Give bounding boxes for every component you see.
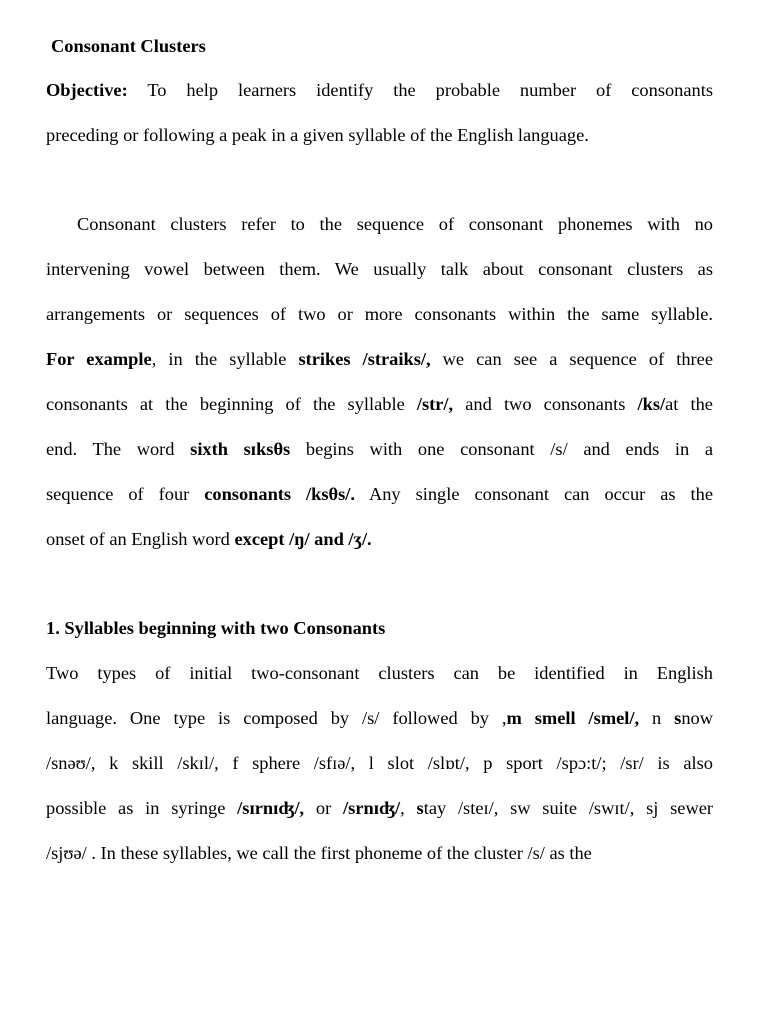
para1-text-7a: sequence of four: [46, 484, 205, 504]
for-example-label: For example: [46, 349, 152, 369]
para1-line-1: [77, 212, 713, 236]
objective-line-2: [46, 123, 713, 147]
para1-text-4b: we can see a sequence of three: [430, 349, 714, 369]
objective-label: Objective:: [46, 80, 128, 100]
section-text-4d: tay /steɪ/, sw suite /swɪt/, sj sewer: [423, 798, 714, 818]
objective-line-1: [46, 78, 713, 102]
section-text-2a: language. One type is composed by /s/ followed by ,: [46, 708, 507, 728]
para1-text-7b: Any single consonant can occur as the: [355, 484, 713, 504]
section-text-5: /sjʊə/ . In these syllables, we call the first phoneme of the cluster /s/ as the: [46, 843, 592, 863]
syringe-transcription-1: /sɪrnɪʤ/,: [237, 798, 305, 818]
section-line-5: [46, 841, 713, 865]
section-heading: [46, 616, 713, 640]
ksths-cluster: consonants /ksθs/.: [204, 484, 356, 504]
para1-text-6b: begins with one consonant /s/ and ends in a: [290, 439, 714, 459]
para1-line-2: [46, 257, 713, 281]
str-cluster: /str/,: [416, 394, 454, 414]
para1-line-8: [46, 527, 713, 551]
section-text-3: /snəʊ/, k skill /skɪl/, f sphere /sfɪə/, l slot /slɒt/, p sport /spɔ:t/; /sr/ is also: [46, 753, 713, 773]
para1-text-5a: consonants at the beginning of the syllable: [46, 394, 417, 414]
para1-line-3: [46, 302, 713, 326]
para1-text-5b: and two consonants: [453, 394, 638, 414]
strikes-example: strikes /straiks/,: [298, 349, 431, 369]
para1-text-8a: onset of an English word: [46, 529, 235, 549]
page-title: [51, 34, 718, 58]
title-text: Consonant Clusters: [51, 36, 206, 56]
para1-text-4a: , in the syllable: [151, 349, 299, 369]
section-line-2: [46, 706, 713, 730]
para1-line-6: [46, 437, 713, 461]
para1-text-3: arrangements or sequences of two or more consonants within the same syllable.: [46, 304, 713, 324]
para1-line-4: [46, 347, 713, 371]
section-line-3: [46, 751, 713, 775]
para1-text-1: Consonant clusters refer to the sequence of consonant phonemes with no: [77, 214, 713, 234]
smell-example: m smell /smel/,: [506, 708, 640, 728]
section-text-1: Two types of initial two-consonant clusters can be identified in English: [46, 663, 713, 683]
ks-cluster: /ks/: [637, 394, 666, 414]
para1-text-5c: at the: [665, 394, 713, 414]
section-text-4b: or: [304, 798, 344, 818]
para1-line-7: [46, 482, 713, 506]
objective-text-1: To help learners identify the probable number of consonants: [147, 80, 713, 100]
para1-line-5: [46, 392, 713, 416]
para1-text-2: intervening vowel between them. We usually talk about consonant clusters as: [46, 259, 713, 279]
section-text-2c: now: [681, 708, 714, 728]
para1-text-6a: end. The word: [46, 439, 191, 459]
except-phonemes: except /ŋ/ and /ʒ/.: [234, 529, 372, 549]
section-heading-text: 1. Syllables beginning with two Consonants: [46, 618, 386, 638]
snow-bold-s: s: [674, 708, 682, 728]
stay-bold-s: s: [416, 798, 424, 818]
syringe-transcription-2: /srnɪʤ/: [343, 798, 401, 818]
section-text-2b: n: [639, 708, 675, 728]
section-line-1: [46, 661, 713, 685]
section-line-4: [46, 796, 713, 820]
objective-text-2: preceding or following a peak in a given syllable of the English language.: [46, 125, 589, 145]
section-text-4c: ,: [400, 798, 417, 818]
section-text-4a: possible as in syringe: [46, 798, 238, 818]
sixth-example: sixth sɪksθs: [190, 439, 291, 459]
